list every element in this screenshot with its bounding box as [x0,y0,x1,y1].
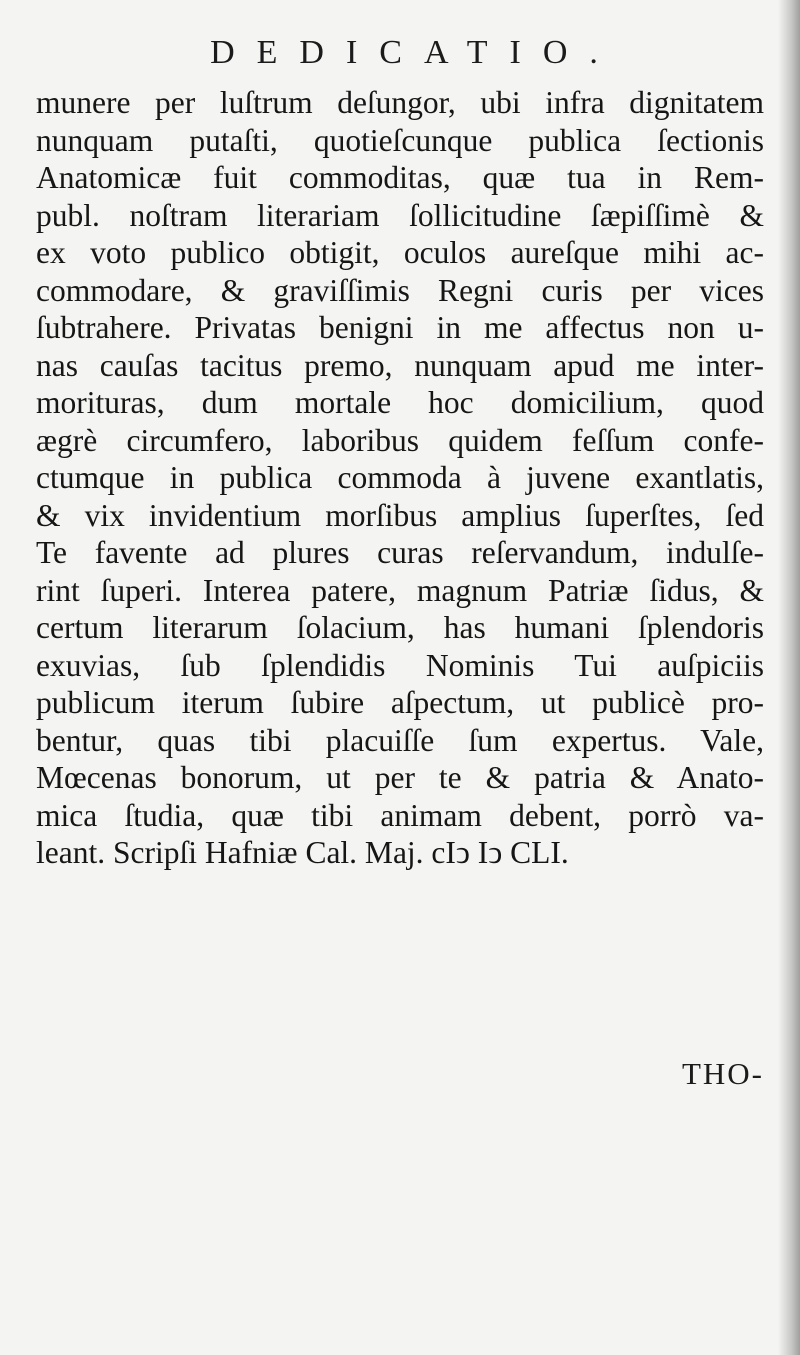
text-line: ſubtrahere. Privatas benigni in me affectus non u- [36,310,764,345]
text-line: Te favente ad plures curas reſervandum, indulſe- [36,535,764,570]
text-line: & vix invidentium morſibus amplius ſuperſtes, ſed [36,497,764,533]
text-line: ægrè circumfero, laboribus quidem feſſum confe- [36,422,764,458]
text-line: commodare, & graviſſimis Regni curis per vices [36,272,764,308]
text-line: munere per luſtrum deſungor, ubi infra dignitatem [36,85,764,120]
page-edge-shadow [778,0,800,1355]
text-line: ctumque in publica commoda à juvene exantlatis, [36,460,764,495]
text-line: Anatomicæ fuit commoditas, quæ tua in Rem- [36,160,764,195]
text-line: exuvias, ſub ſplendidis Nominis Tui auſpiciis [36,647,764,683]
text-line: ex voto publico obtigit, oculos aureſque mihi ac- [36,235,764,270]
text-line: certum literarum ſolacium, has humani ſplendoris [36,610,764,645]
running-head: DEDICATIO. [210,34,620,71]
dedication-text [36,84,764,872]
text-line: publicum iterum ſubire aſpectum, ut publicè pro- [36,685,764,720]
catchword: THO- [681,1056,764,1091]
text-line: Mœcenas bonorum, ut per te & patria & Anato- [36,760,764,795]
text-line: bentur, quas tibi placuiſſe ſum expertus. Vale, [36,722,764,758]
text-line: nunquam putaſti, quotieſcunque publica ſectionis [36,122,764,158]
text-line: publ. noſtram literariam ſollicitudine ſæpiſſimè & [36,197,764,233]
text-line: morituras, dum mortale hoc domicilium, quod [36,385,764,420]
text-line: mica ſtudia, quæ tibi animam debent, porrò va- [36,797,764,833]
text-line-final: leant. Scripſi Hafniæ Cal. Maj. cIↄ Iↄ CLI. [36,835,569,870]
text-line: rint ſuperi. Interea patere, magnum Patriæ ſidus, & [36,572,764,608]
text-line: nas cauſas tacitus premo, nunquam apud me inter- [36,347,764,383]
